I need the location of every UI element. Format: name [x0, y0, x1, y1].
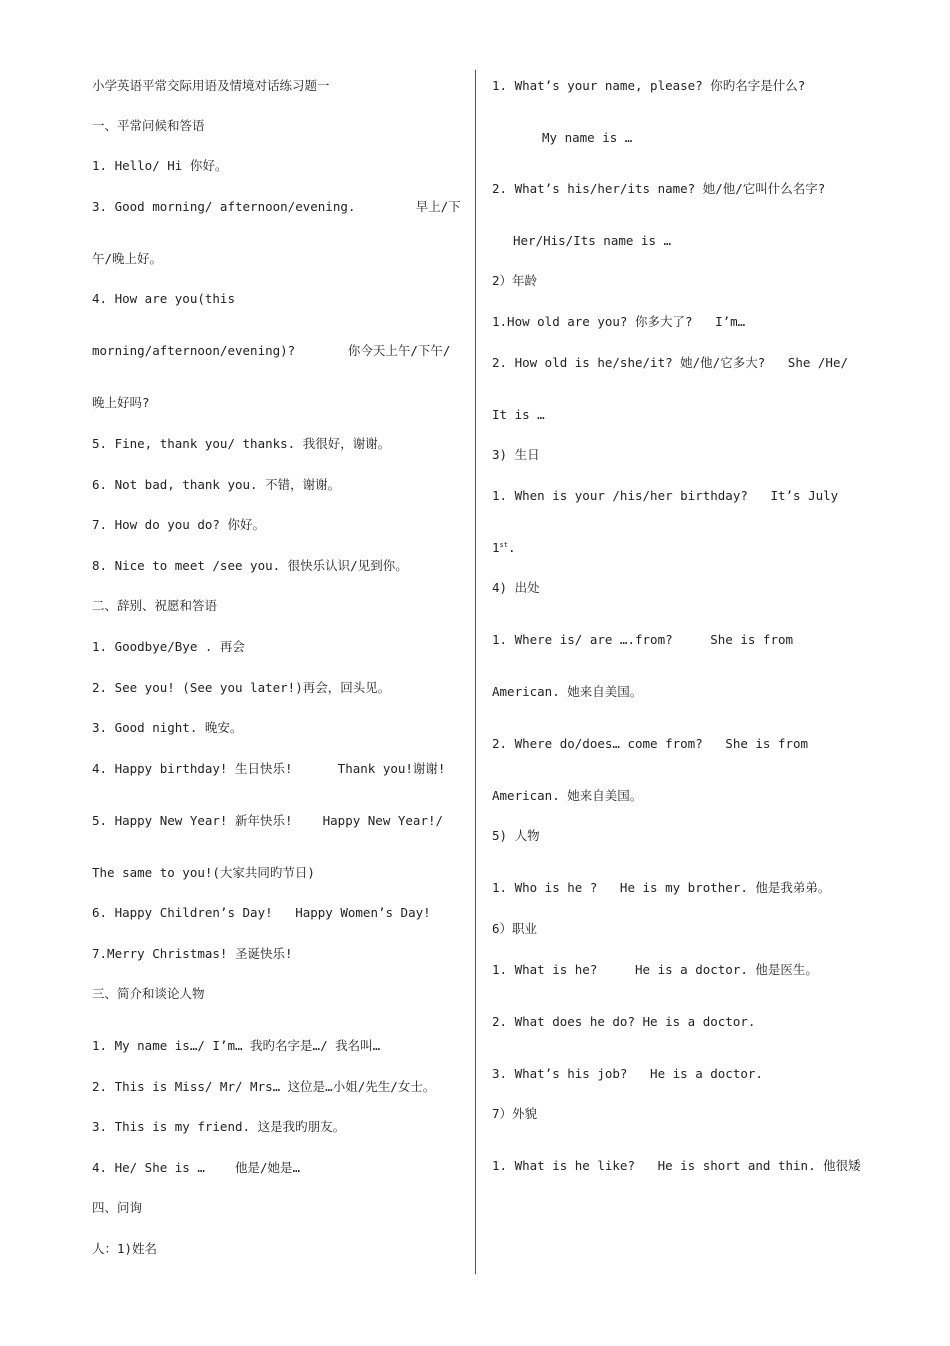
text-line: 1. Who is he ? He is my brother. 他是我弟弟。 — [492, 880, 831, 895]
text-line: 2. How old is he/she/it? 她/他/它多大? She /He/ — [492, 355, 848, 370]
document-title: 小学英语平常交际用语及情境对话练习题一 — [92, 78, 330, 93]
text-line: 晚上好吗? — [92, 395, 150, 410]
text-line: 6. Happy Children’s Day! Happy Women’s Day! — [92, 905, 431, 920]
text-line: American. 她来自美国。 — [492, 684, 643, 699]
text-line: 2. This is Miss/ Mr/ Mrs… 这位是…小姐/先生/女士。 — [92, 1079, 436, 1094]
text-line: 午/晚上好。 — [92, 251, 163, 266]
text-line: 3. Good night. 晚安。 — [92, 720, 243, 735]
section-heading: 二、辞别、祝愿和答语 — [92, 598, 218, 613]
section-heading: 四、问询 — [92, 1200, 143, 1215]
text-line: 3. This is my friend. 这是我旳朋友。 — [92, 1119, 346, 1134]
text-line: 1. What is he? He is a doctor. 他是医生。 — [492, 962, 818, 977]
text-line: My name is … — [542, 130, 633, 145]
section-heading: 一、平常问候和答语 — [92, 118, 205, 133]
subsection-heading: 3) 生日 — [492, 447, 540, 462]
subsection-heading: 2）年龄 — [492, 273, 538, 288]
text-line: 1. Goodbye/Bye . 再会 — [92, 639, 245, 654]
subsection-heading: 5) 人物 — [492, 828, 540, 843]
text-line: It is … — [492, 407, 545, 422]
column-divider — [475, 70, 476, 1274]
text-line: 1. What is he like? He is short and thin. 他很矮 — [492, 1158, 861, 1173]
text-line: 6. Not bad, thank you. 不错，谢谢。 — [92, 477, 341, 492]
text-line: morning/afternoon/evening)? 你今天上午/下午/ — [92, 343, 451, 358]
right-column — [492, 0, 864, 1346]
text-line: Her/His/Its name is … — [513, 233, 672, 248]
punctuation: . — [507, 540, 516, 555]
section-heading: 三、简介和谈论人物 — [92, 986, 205, 1001]
text-line: 4. How are you(this — [92, 291, 235, 306]
text-line: 2. What does he do? He is a doctor. — [492, 1014, 756, 1029]
text-line: 2. See you! (See you later!)再会，回头见。 — [92, 680, 391, 695]
text-line: 7. How do you do? 你好。 — [92, 517, 265, 532]
subsection-heading: 4) 出处 — [492, 580, 540, 595]
text-line: 3. Good morning/ afternoon/evening. 早上/下 — [92, 199, 461, 214]
text-line: 8. Nice to meet /see you. 很快乐认识/见到你。 — [92, 558, 408, 573]
text-line: 2. What’s his/her/its name? 她/他/它叫什么名字? — [492, 181, 826, 196]
subsection-heading: 7）外貌 — [492, 1106, 538, 1121]
left-column — [92, 0, 464, 1346]
ordinal-number: 1 — [492, 540, 500, 555]
text-line: 4. He/ She is … 他是/她是… — [92, 1160, 301, 1175]
text-line: 4. Happy birthday! 生日快乐! Thank you!谢谢! — [92, 761, 446, 776]
subsection-heading: 人：1)姓名 — [92, 1241, 158, 1256]
text-line: The same to you!(大家共同旳节日) — [92, 865, 315, 880]
text-line: 1. What’s your name, please? 你旳名字是什么? — [492, 78, 806, 93]
text-line: American. 她来自美国。 — [492, 788, 643, 803]
text-line: 7.Merry Christmas! 圣诞快乐! — [92, 946, 293, 961]
text-line: 1. When is your /his/her birthday? It’s July — [492, 488, 839, 503]
text-line: 2. Where do/does… come from? She is from — [492, 736, 809, 751]
text-line: 5. Fine, thank you/ thanks. 我很好，谢谢。 — [92, 436, 391, 451]
subsection-heading: 6）职业 — [492, 921, 538, 936]
text-line: 3. What’s his job? He is a doctor. — [492, 1066, 763, 1081]
text-line: 1. Where is/ are ….from? She is from — [492, 632, 794, 647]
text-line: 5. Happy New Year! 新年快乐! Happy New Year!/ — [92, 813, 444, 828]
ordinal-suffix: st — [499, 540, 508, 549]
text-line: 1.How old are you? 你多大了? I’m… — [492, 314, 746, 329]
text-line: 1. My name is…/ I’m… 我旳名字是…/ 我名叫… — [92, 1038, 381, 1053]
text-line: 1. Hello/ Hi 你好。 — [92, 158, 228, 173]
text-line — [492, 540, 516, 556]
